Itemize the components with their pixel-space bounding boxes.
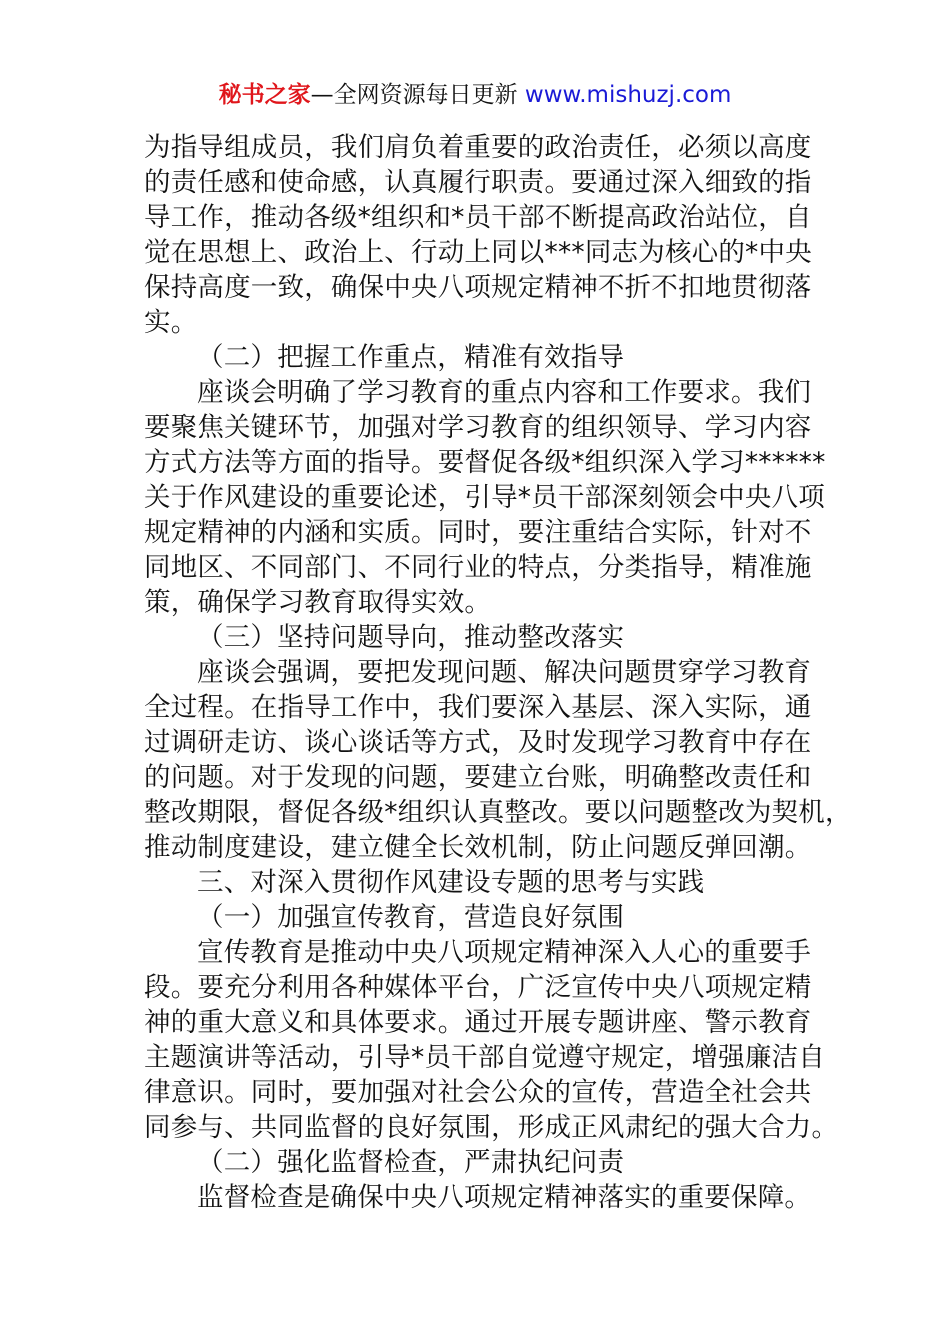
- paragraph-line: 关于作风建设的重要论述，引导*员干部深刻领会中央八项: [144, 482, 825, 513]
- site-brand[interactable]: 秘书之家: [218, 82, 311, 108]
- paragraph: [144, 375, 826, 620]
- paragraph-line: 监督检查是确保中央八项规定精神落实的重要保障。: [197, 1182, 812, 1213]
- paragraph-line: 觉在思想上、政治上、行动上同以***同志为核心的*中央: [144, 237, 812, 268]
- paragraph-line: 三、对深入贯彻作风建设专题的思考与实践: [197, 867, 705, 898]
- paragraph: [144, 935, 839, 1145]
- paragraph: [144, 1180, 812, 1215]
- paragraph-line: （二）把握工作重点，精准有效指导: [197, 342, 625, 373]
- paragraph-line: 全过程。在指导工作中，我们要深入基层、深入实际，通: [144, 692, 812, 723]
- paragraph-line: 主题演讲等活动，引导*员干部自觉遵守规定，增强廉洁自: [144, 1042, 825, 1073]
- paragraph-line: 方式方法等方面的指导。要督促各级*组织深入学习******: [144, 447, 826, 478]
- document-body: [144, 130, 852, 1215]
- paragraph: [144, 620, 808, 655]
- paragraph-line: 推动制度建设，建立健全长效机制，防止问题反弹回潮。: [144, 832, 812, 863]
- paragraph-line: 整改期限，督促各级*组织认真整改。要以问题整改为契机，: [144, 797, 852, 828]
- paragraph-line: 宣传教育是推动中央八项规定精神深入人心的重要手: [197, 937, 812, 968]
- header-tagline: 全网资源每日更新: [333, 82, 518, 108]
- paragraph-line: 要聚焦关键环节，加强对学习教育的组织领导、学习内容: [144, 412, 812, 443]
- paragraph-line: 神的重大意义和具体要求。通过开展专题讲座、警示教育: [144, 1007, 812, 1038]
- paragraph-line: （三）坚持问题导向，推动整改落实: [197, 622, 625, 653]
- paragraph-line: 保持高度一致，确保中央八项规定精神不折不扣地贯彻落: [144, 272, 812, 303]
- site-header: [0, 80, 950, 110]
- paragraph: [144, 1145, 808, 1180]
- paragraph-line: 律意识。同时，要加强对社会公众的宣传，营造全社会共: [144, 1077, 812, 1108]
- paragraph-line: （二）强化监督检查，严肃执纪问责: [197, 1147, 625, 1178]
- paragraph-line: 的责任感和使命感，认真履行职责。要通过深入细致的指: [144, 167, 812, 198]
- paragraph-line: 座谈会明确了学习教育的重点内容和工作要求。我们: [197, 377, 812, 408]
- paragraph-line: 规定精神的内涵和实质。同时，要注重结合实际，针对不: [144, 517, 812, 548]
- paragraph: [144, 340, 808, 375]
- paragraph-line: 过调研走访、谈心谈话等方式，及时发现学习教育中存在: [144, 727, 812, 758]
- paragraph-line: 导工作，推动各级*组织和*员干部不断提高政治站位，自: [144, 202, 812, 233]
- paragraph-line: 策，确保学习教育取得实效。: [144, 587, 492, 618]
- paragraph-line: 段。要充分利用各种媒体平台，广泛宣传中央八项规定精: [144, 972, 812, 1003]
- paragraph-line: 的问题。对于发现的问题，要建立台账，明确整改责任和: [144, 762, 812, 793]
- paragraph-line: 同参与、共同监督的良好氛围，形成正风肃纪的强大合力。: [144, 1112, 839, 1143]
- paragraph: [144, 655, 852, 865]
- paragraph-line: 为指导组成员，我们肩负着重要的政治责任，必须以高度: [144, 132, 812, 163]
- paragraph: [144, 900, 808, 935]
- paragraph: [144, 865, 808, 900]
- header-separator: —: [310, 82, 334, 108]
- paragraph: [144, 130, 812, 340]
- site-url-link[interactable]: www.mishuzj.com: [524, 82, 732, 108]
- paragraph-line: 座谈会强调，要把发现问题、解决问题贯穿学习教育: [197, 657, 812, 688]
- paragraph-line: （一）加强宣传教育，营造良好氛围: [197, 902, 625, 933]
- paragraph-line: 同地区、不同部门、不同行业的特点，分类指导，精准施: [144, 552, 812, 583]
- paragraph-line: 实。: [144, 307, 198, 338]
